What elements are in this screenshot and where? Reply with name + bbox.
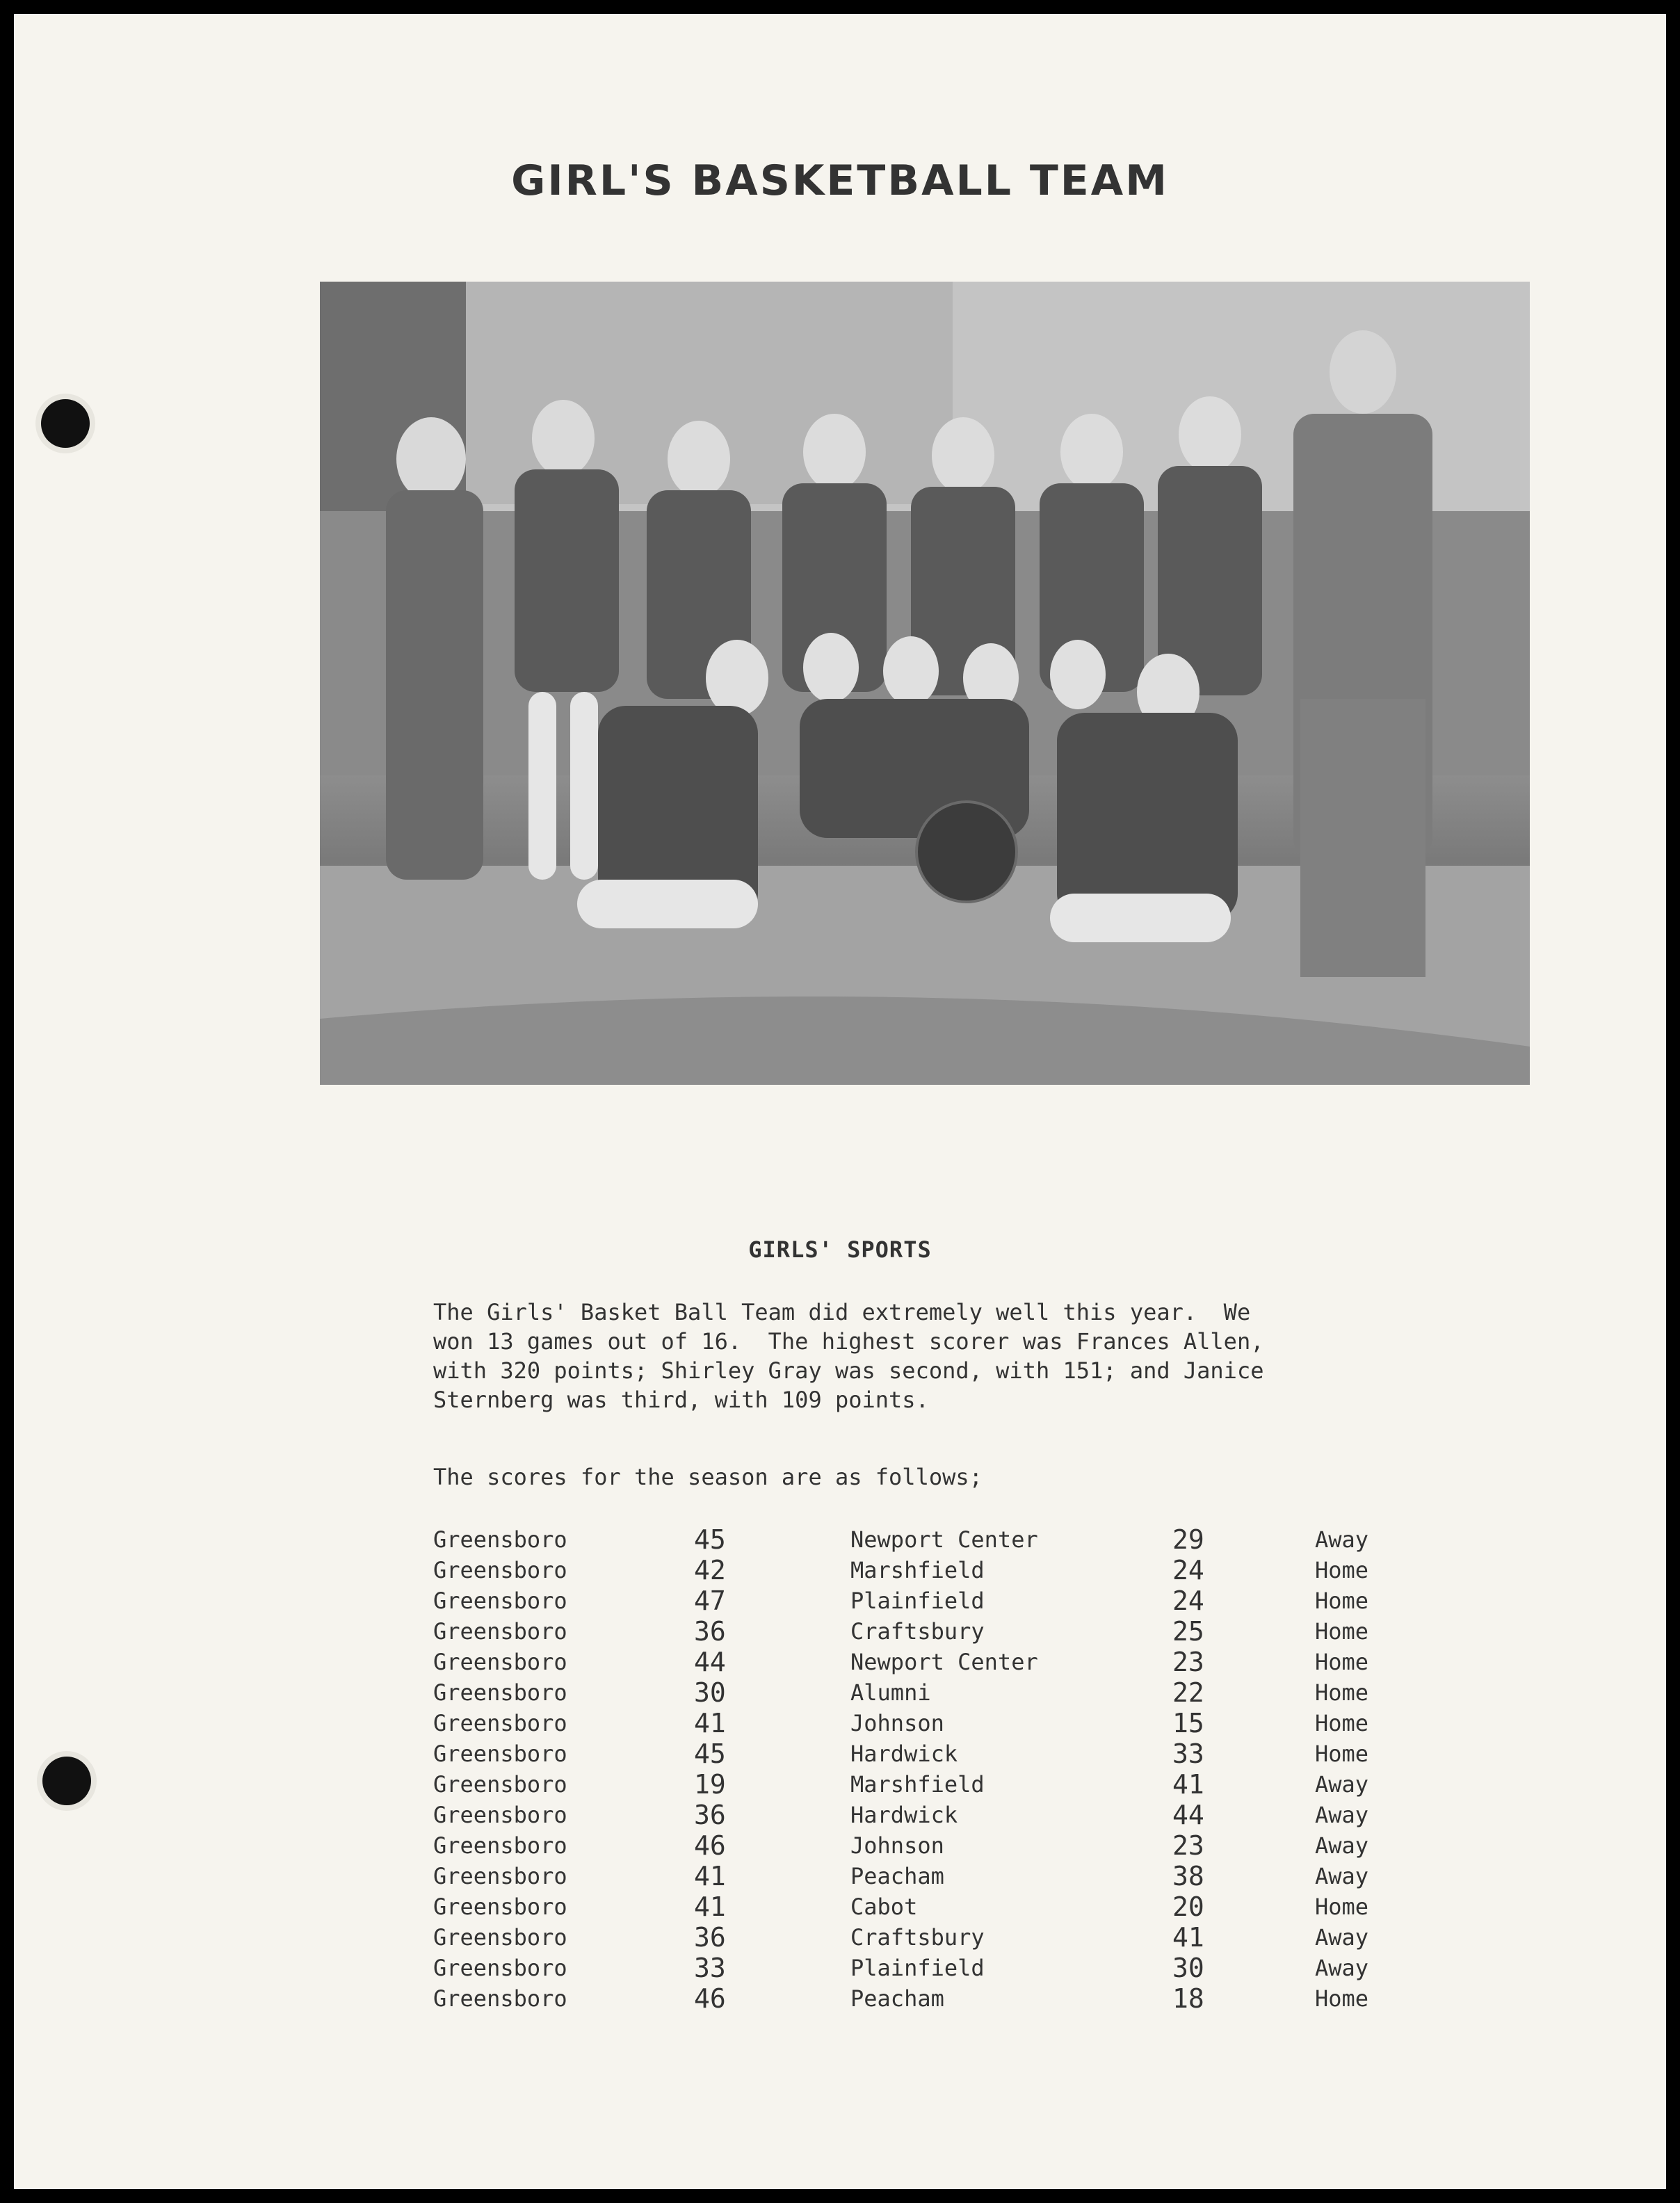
opponent-team: Johnson <box>850 1710 944 1736</box>
home-team: Greensboro <box>433 1618 567 1645</box>
opponent-team: Craftsbury <box>850 1618 985 1645</box>
paragraph-line: The Girls' Basket Ball Team did extremely well this year. We <box>433 1299 1251 1325</box>
score-row <box>433 1983 1421 2014</box>
opponent-team: Newport Center <box>850 1526 1038 1553</box>
opponent-team: Hardwick <box>850 1802 958 1828</box>
game-location: Home <box>1315 1985 1369 2012</box>
game-location: Home <box>1315 1588 1369 1614</box>
opponent-score: 29 <box>1172 1524 1204 1555</box>
game-location: Away <box>1315 1863 1369 1889</box>
home-score: 41 <box>694 1708 726 1738</box>
opponent-team: Marshfield <box>850 1771 985 1798</box>
game-location: Home <box>1315 1710 1369 1736</box>
opponent-team: Craftsbury <box>850 1924 985 1951</box>
scores-table <box>433 1524 1421 2014</box>
opponent-score: 15 <box>1172 1708 1204 1738</box>
game-location: Away <box>1315 1802 1369 1828</box>
game-location: Home <box>1315 1557 1369 1583</box>
opponent-team: Plainfield <box>850 1955 985 1981</box>
score-row <box>433 1830 1421 1861</box>
opponent-team: Marshfield <box>850 1557 985 1583</box>
paragraph-line: with 320 points; Shirley Gray was second, with 151; and Janice <box>433 1357 1264 1384</box>
opponent-team: Peacham <box>850 1985 944 2012</box>
game-location: Away <box>1315 1832 1369 1859</box>
home-score: 45 <box>694 1738 726 1769</box>
home-team: Greensboro <box>433 1588 567 1614</box>
game-location: Away <box>1315 1526 1369 1553</box>
home-score: 19 <box>694 1769 726 1800</box>
paragraph-line: won 13 games out of 16. The highest scorer was Frances Allen, <box>433 1328 1264 1355</box>
home-team: Greensboro <box>433 1863 567 1889</box>
binder-hole-top <box>41 399 90 448</box>
binder-hole-bottom <box>42 1757 91 1805</box>
game-location: Home <box>1315 1679 1369 1706</box>
score-row <box>433 1677 1421 1708</box>
home-team: Greensboro <box>433 1557 567 1583</box>
score-row <box>433 1647 1421 1677</box>
opponent-score: 38 <box>1172 1861 1204 1891</box>
opponent-score: 24 <box>1172 1555 1204 1585</box>
home-score: 46 <box>694 1983 726 2014</box>
home-score: 42 <box>694 1555 726 1585</box>
opponent-score: 44 <box>1172 1800 1204 1830</box>
home-score: 33 <box>694 1953 726 1983</box>
page-title: GIRL'S BASKETBALL TEAM <box>511 156 1169 205</box>
home-score: 36 <box>694 1800 726 1830</box>
score-row <box>433 1922 1421 1953</box>
home-score: 47 <box>694 1585 726 1616</box>
opponent-score: 24 <box>1172 1585 1204 1616</box>
home-score: 45 <box>694 1524 726 1555</box>
opponent-score: 41 <box>1172 1922 1204 1953</box>
opponent-team: Cabot <box>850 1894 918 1920</box>
opponent-team: Hardwick <box>850 1741 958 1767</box>
home-team: Greensboro <box>433 1924 567 1951</box>
score-row <box>433 1585 1421 1616</box>
team-photo <box>320 282 1530 1085</box>
home-score: 44 <box>694 1647 726 1677</box>
home-team: Greensboro <box>433 1802 567 1828</box>
score-row <box>433 1769 1421 1800</box>
opponent-score: 22 <box>1172 1677 1204 1708</box>
score-row <box>433 1616 1421 1647</box>
opponent-score: 23 <box>1172 1647 1204 1677</box>
opponent-score: 25 <box>1172 1616 1204 1647</box>
opponent-score: 41 <box>1172 1769 1204 1800</box>
opponent-score: 30 <box>1172 1953 1204 1983</box>
paragraph-line: Sternberg was third, with 109 points. <box>433 1387 929 1413</box>
season-summary-paragraph <box>433 1298 1407 1414</box>
home-score: 36 <box>694 1616 726 1647</box>
team-photo-illustration <box>320 282 1530 1085</box>
opponent-score: 18 <box>1172 1983 1204 2014</box>
home-score: 41 <box>694 1891 726 1922</box>
score-row <box>433 1800 1421 1830</box>
home-score: 41 <box>694 1861 726 1891</box>
score-row <box>433 1524 1421 1555</box>
score-row <box>433 1861 1421 1891</box>
game-location: Home <box>1315 1618 1369 1645</box>
opponent-team: Alumni <box>850 1679 931 1706</box>
home-team: Greensboro <box>433 1649 567 1675</box>
score-row <box>433 1891 1421 1922</box>
home-score: 46 <box>694 1830 726 1861</box>
opponent-team: Johnson <box>850 1832 944 1859</box>
opponent-team: Peacham <box>850 1863 944 1889</box>
home-score: 30 <box>694 1677 726 1708</box>
home-team: Greensboro <box>433 1985 567 2012</box>
home-team: Greensboro <box>433 1832 567 1859</box>
score-row <box>433 1953 1421 1983</box>
game-location: Home <box>1315 1741 1369 1767</box>
home-team: Greensboro <box>433 1894 567 1920</box>
yearbook-page <box>14 14 1666 2189</box>
home-team: Greensboro <box>433 1710 567 1736</box>
opponent-score: 20 <box>1172 1891 1204 1922</box>
home-team: Greensboro <box>433 1526 567 1553</box>
score-row <box>433 1555 1421 1585</box>
opponent-score: 33 <box>1172 1738 1204 1769</box>
game-location: Home <box>1315 1894 1369 1920</box>
opponent-score: 23 <box>1172 1830 1204 1861</box>
home-team: Greensboro <box>433 1679 567 1706</box>
home-team: Greensboro <box>433 1771 567 1798</box>
home-score: 36 <box>694 1922 726 1953</box>
game-location: Away <box>1315 1771 1369 1798</box>
score-row <box>433 1738 1421 1769</box>
score-row <box>433 1708 1421 1738</box>
section-heading: GIRLS' SPORTS <box>748 1236 932 1263</box>
scores-intro: The scores for the season are as follows; <box>433 1464 983 1490</box>
game-location: Away <box>1315 1924 1369 1951</box>
game-location: Away <box>1315 1955 1369 1981</box>
opponent-team: Plainfield <box>850 1588 985 1614</box>
home-team: Greensboro <box>433 1741 567 1767</box>
game-location: Home <box>1315 1649 1369 1675</box>
home-team: Greensboro <box>433 1955 567 1981</box>
opponent-team: Newport Center <box>850 1649 1038 1675</box>
